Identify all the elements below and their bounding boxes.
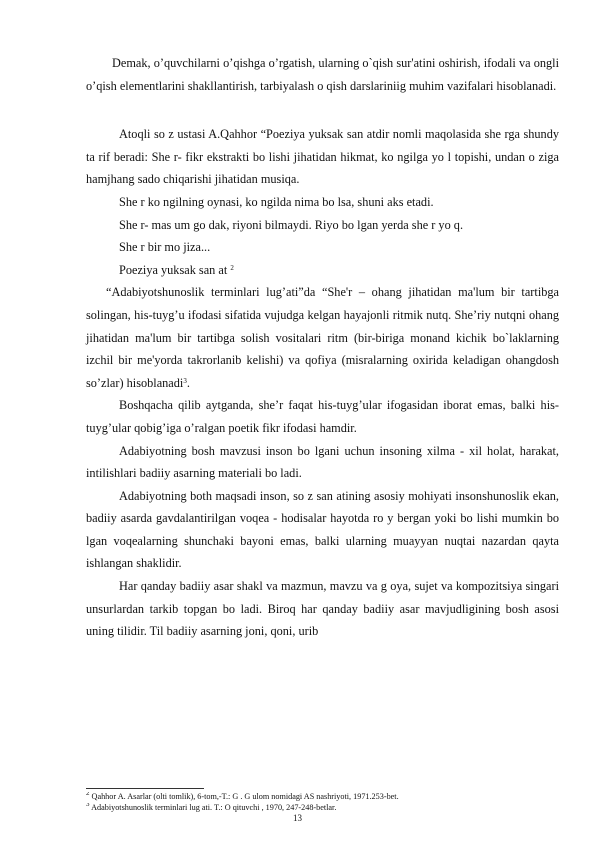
footnote-ref: 2 [230,263,234,272]
paragraph: Boshqacha qilib aytganda, she’r faqat his-tuyg’ular ifogasidan iborat emas, balki his-tuyg’ular qobig’iga o’ralgan poetik fikr ifodasi hamdir. [86,398,559,435]
paragraph-end: . [186,375,190,390]
paragraph: She r bir mo jiza... [119,240,211,255]
footnote-text: Adabiyotshunoslik terminlari lug ati. T.: O qituvchi , 1970, 247-248-betlar. [89,802,337,812]
paragraph: Adabiyotning bosh mavzusi inson bo lgani uchun insoning xilma - xil holat, harakat, intilishlari badiiy asarning materiali bo ladi. [86,443,559,481]
paragraph: She r ko ngilning oynasi, ko ngilda nima bo lsa, shuni aks etadi. [119,194,434,209]
document-body [86,52,559,643]
footnotes [86,788,559,813]
footnote [86,803,559,814]
page-number: 13 [293,813,302,823]
paragraph: Demak, o’quvchilarni o’qishga o’rgatish, ularning o`qish sur'atini oshirish, ifodali va ongli o’qish elementlarini shakllantirish, tarbiyalash o qish darslariniig muhim vazifalari hisoblanadi. [86,56,559,93]
paragraph: She r- mas um go dak, riyoni bilmaydi. Riyo bo lgan yerda she r yo q. [119,217,464,232]
paragraph-gap [86,97,559,123]
footnote-ref: 3 [183,376,187,385]
paragraph: Atoqli so z ustasi A.Qahhor “Poeziya yuksak san atdir nomli maqolasida she rga shundy ta rif beradi: She r- fikr ekstrakti bo lishi jihatidan hikmat, ko ngilga yo l topishi, undan o ziga hamjhang sado chiqarishi jihatidan musiqa. [86,127,559,187]
paragraph: Adabiyotning both maqsadi inson, so z san atining asosiy mohiyati insonshunoslik ekan, badiiy asarda gavdalantirilgan voqea - hodisalar hayotda ro y bergan yoki bo lishi mumkin bo lgan voqealarning shunchaki bayoni emas, balki ularning muayyan nuqtai nazardan qayta ishlangan shaklidir. [86,488,559,571]
footnote-number: 2 [86,792,90,797]
footnote [86,792,559,803]
footnote-number: 3 [86,802,90,808]
paragraph [86,259,559,282]
paragraph: Har qanday badiiy asar shakl va mazmun, mavzu va g oya, sujet va kompozitsiya singari unsurlardan tarkib topgan bo ladi. Biroq har qanday badiiy asar mavjudligining bosh asosi uning tilidir. Til badiiy asarning joni, qoni, urib [86,579,559,639]
paragraph-text: “Adabiyotshunoslik terminlari lug’ati”da “She'r – ohang jihatidan ma'lum bir tartibga solingan, his-tuyg’u ifodasi sifatida vujudga kelgan hayajonli ritmik nutq. She’riy nutqni ohang jihatidan ma'lum bir tartibga solish vositalari ritm (bir-biriga monand kichik bo`laklarning izchil bir me'yorda takrorlanib kelishi) va qofiya (misralarning oxirida keladigan ohangdosh so’zlar) hisoblanadi [86,285,559,390]
footnote-divider [86,788,204,789]
footnote-text: Qahhor A. Asarlar (olti tomlik), 6-tom,-T.: G . G ulom nomidagi AS nashriyoti, 1971.253-bet. [89,792,399,801]
paragraph-text: Poeziya yuksak san at [119,262,231,277]
paragraph [86,281,559,394]
